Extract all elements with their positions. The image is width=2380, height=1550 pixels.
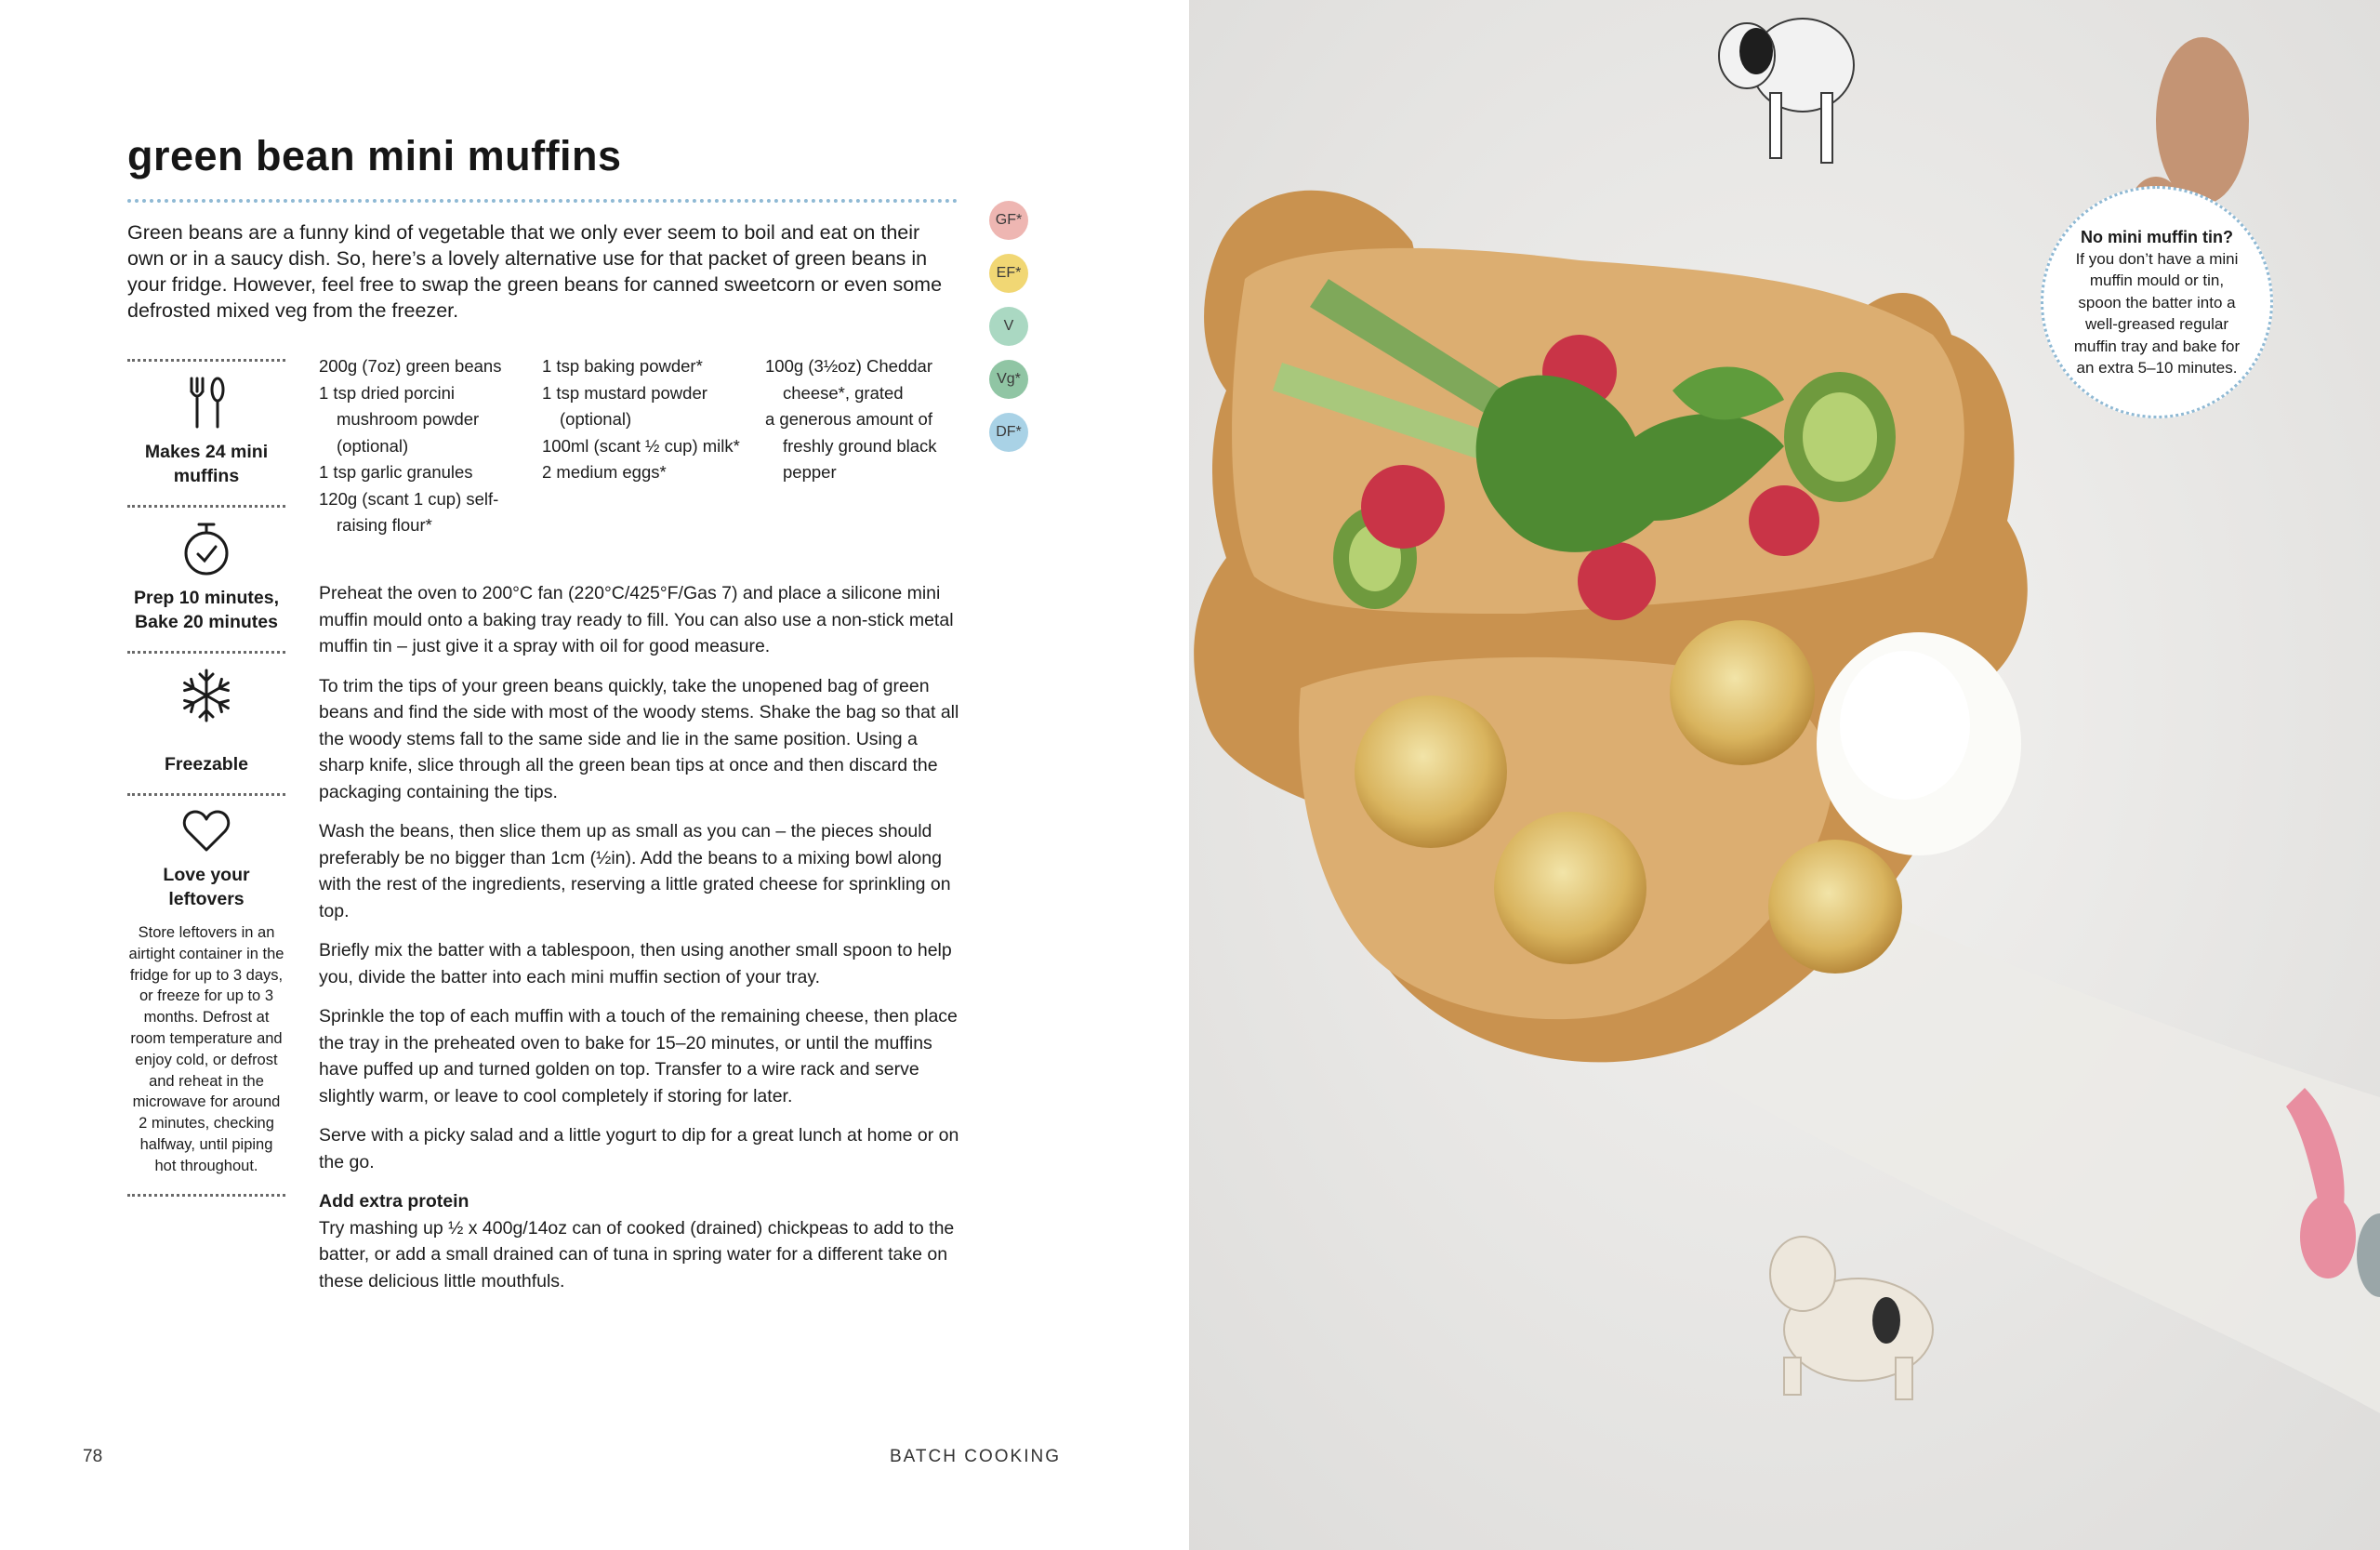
- title-divider: [127, 199, 958, 203]
- recipe-page: [0, 0, 1189, 1550]
- extra-protein-heading: Add extra protein: [319, 1191, 469, 1212]
- ingredient-item: 120g (scant 1 cup) self-raising flour*: [319, 488, 499, 535]
- heart-icon: [181, 809, 231, 854]
- timer-icon: [181, 521, 231, 576]
- ingredient-item: 200g (7oz) green beans: [319, 356, 502, 376]
- tip-bubble: [2041, 186, 2273, 418]
- method-step: To trim the tips of your green beans quickly, take the unopened bag of green beans and find the side with most of the woody stems. Shake the bag so that all the woody stems fall to the same side and lie in the same position. Using a sharp knife, slice through all the green bean tips at once and then discard the packaging containing the tips.: [319, 675, 959, 802]
- ingredient-item: 100ml (scant ½ cup) milk*: [542, 435, 740, 456]
- tip-title: No mini muffin tin?: [2081, 227, 2233, 246]
- badge-vegetarian: V: [989, 307, 1028, 346]
- method-step: Serve with a picky salad and a little yogurt to dip for a great lunch at home or on the go.: [319, 1125, 959, 1172]
- ingredients-column-3: [765, 353, 965, 486]
- ingredient-item: 2 medium eggs*: [542, 462, 667, 482]
- recipe-info-sidebar: [127, 359, 285, 1197]
- ingredients-column-2: [542, 353, 748, 486]
- ingredient-item: 1 tsp dried porcini mushroom powder (optional): [319, 382, 480, 456]
- food-photo: [1189, 0, 2380, 1550]
- freezer-label: Freezable: [165, 754, 248, 775]
- badge-dairy-free: DF*: [989, 413, 1028, 452]
- ingredient-item: 100g (3½oz) Cheddar cheese*, grated: [765, 356, 932, 403]
- leftovers-label: Love your leftovers: [163, 865, 250, 909]
- time-info: [127, 508, 285, 651]
- ingredient-item: 1 tsp baking powder*: [542, 356, 703, 376]
- ingredient-item: 1 tsp garlic granules: [319, 462, 473, 482]
- dietary-badges: [989, 201, 1032, 466]
- method-steps: [319, 580, 960, 1294]
- time-label: Prep 10 minutes, Bake 20 minutes: [133, 588, 280, 632]
- leftovers-info: [127, 796, 285, 1194]
- sidebar-divider: [127, 1194, 285, 1197]
- method-step: Briefly mix the batter with a tablespoon, then using another small spoon to help you, divide the batter into each mini muffin section of your tray.: [319, 940, 952, 987]
- badge-vegan: Vg*: [989, 360, 1028, 399]
- extra-protein-text: Try mashing up ½ x 400g/14oz can of cooked (drained) chickpeas to add to the batter, or add a small drained can of tuna in spring water for a different take on these delicious little mouthfuls.: [319, 1217, 955, 1292]
- badge-gluten-free: GF*: [989, 201, 1028, 240]
- recipe-intro: Green beans are a funny kind of vegetable that we only ever seem to boil and eat on their own or in a saucy dish. So, here’s a lovely alternative use for that packet of green beans in your fridge. However, feel free to swap the green beans for canned sweetcorn or even some defrosted mixed veg from the freezer.: [127, 221, 943, 322]
- servings-info: [127, 362, 285, 505]
- ingredient-item: a generous amount of freshly ground black pepper: [765, 409, 937, 482]
- servings-label: Makes 24 mini muffins: [144, 442, 269, 486]
- tip-text: If you don’t have a mini muffin mould or tin, spoon the batter into a well-greased regular muffin tray and bake for an extra 5–10 minutes.: [2073, 249, 2241, 377]
- method-step: Preheat the oven to 200°C fan (220°C/425°F/Gas 7) and place a silicone mini muffin mould onto a baking tray ready to fill. You can also use a non-stick metal muffin tin – just give it a spray with oil for good measure.: [319, 583, 954, 656]
- recipe-title: green bean mini muffins: [127, 132, 622, 179]
- badge-egg-free: EF*: [989, 254, 1028, 293]
- ingredients-column-1: [319, 353, 525, 539]
- freezer-info: [127, 654, 285, 793]
- method-step: Wash the beans, then slice them up as small as you can – the pieces should preferably be no bigger than 1cm (½in). Add the beans to a mixing bowl along with the rest of the ingredients, reserving a little grated cheese for sprinkling on top.: [319, 821, 951, 921]
- storage-instructions: Store leftovers in an airtight container in the fridge for up to 3 days, or freeze for up to 3 months. Defrost at room temperature and enjoy cold, or defrost and reheat in the microwave for around 2 minutes, checking halfway, until piping hot throughout.: [128, 924, 284, 1174]
- page-number: 78: [83, 1447, 103, 1466]
- method-step: Sprinkle the top of each muffin with a touch of the remaining cheese, then place the tray in the preheated oven to bake for 15–20 minutes, or until the muffins have puffed up and turned golden on top. Transfer to a wire rack and serve slightly warm, or leave to cool completely if storing for later.: [319, 1006, 958, 1106]
- section-name: BATCH COOKING: [890, 1447, 1061, 1466]
- ingredient-item: 1 tsp mustard powder (optional): [542, 382, 707, 429]
- cutlery-icon: [182, 375, 231, 431]
- snowflake-icon: [178, 667, 234, 724]
